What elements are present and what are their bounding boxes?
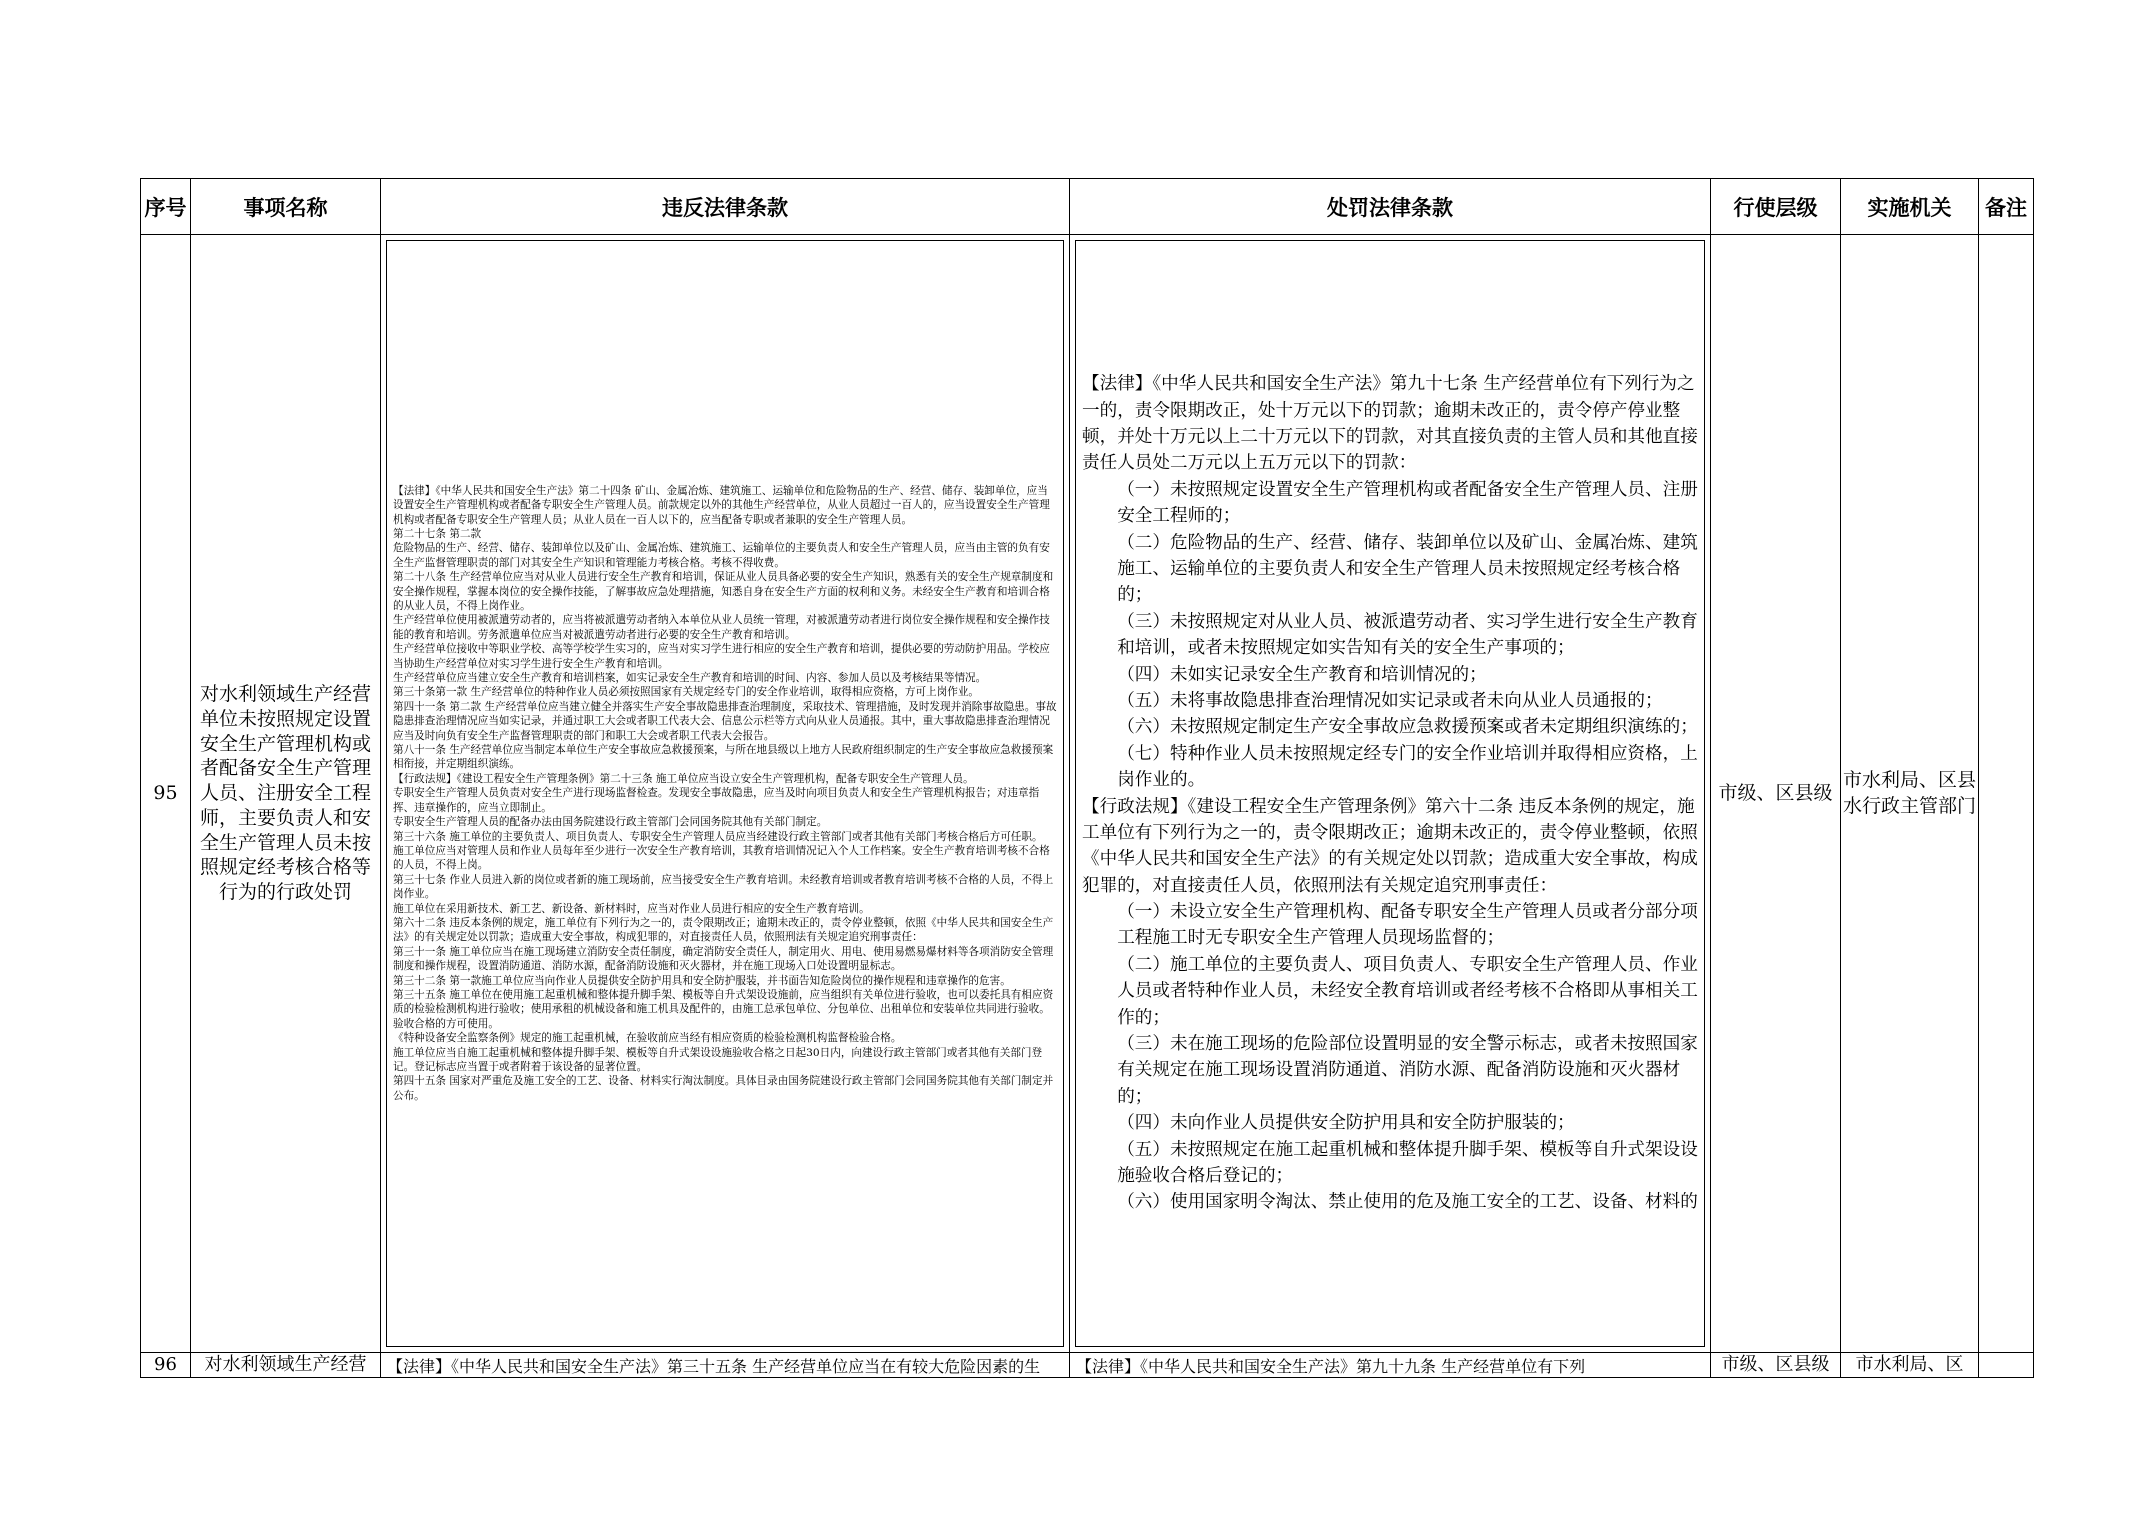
clause-paragraph: （六）未按照规定制定生产安全事故应急救援预案或者未定期组织演练的； [1117, 717, 1698, 738]
row-exercise-level: 市级、区县级 [1711, 235, 1841, 1353]
row-exercise-level: 市级、区县级 [1711, 1353, 1841, 1378]
clause-paragraph: 第三十二条 第一款施工单位应当向作业人员提供安全防护用具和安全防护服装，并书面告知危险岗位的操作规程和违章操作的危害。 [393, 974, 1011, 987]
clause-paragraph: 施工单位应当对管理人员和作业人员每年至少进行一次安全生产教育培训，其教育培训情况记入个人工作档案。安全生产教育培训考核不合格的人员，不得上岗。 [393, 844, 1050, 872]
clause-paragraph: （一）未按照规定设置安全生产管理机构或者配备安全生产管理人员、注册安全工程师的； [1117, 479, 1698, 527]
clause-paragraph: （二）施工单位的主要负责人、项目负责人、专职安全生产管理人员、作业人员或者特种作业人员，未经安全教育培训或者经考核不合格即从事相关工作的； [1117, 954, 1698, 1028]
clause-paragraph: （四）未如实记录安全生产教育和培训情况的； [1117, 664, 1487, 685]
header-exercise-level: 行使层级 [1711, 179, 1841, 235]
clause-paragraph: 《特种设备安全监察条例》规定的施工起重机械，在验收前应当经有相应资质的检验检测机构监督检验合格。 [393, 1032, 902, 1045]
row-penalty-cell [1070, 235, 1711, 1353]
clause-paragraph: （五）未将事故隐患排查治理情况如实记录或者未向从业人员通报的； [1117, 690, 1663, 711]
row-implementing-agency: 市水利局、区 [1841, 1353, 1979, 1378]
row-item-name: 对水利领域生产经营 [191, 1353, 381, 1378]
table-row [141, 235, 2034, 1353]
clause-paragraph: （一）未设立安全生产管理机构、配备专职安全生产管理人员或者分部分项工程施工时无专职安全生产管理人员现场监督的； [1117, 902, 1698, 949]
header-implementing-agency: 实施机关 [1841, 179, 1979, 235]
penalty-first-line: 【法律】《中华人民共和国安全生产法》第九十九条 生产经营单位有下列 [1076, 1356, 1586, 1376]
clause-paragraph: 第三十五条 施工单位在使用施工起重机械和整体提升脚手架、模板等自升式架设设施前，应当组织有关单位进行验收，也可以委托具有相应资质的检验检测机构进行验收；使用承租的机械设备和施工机具及配件的，由施工总承包单位、分包单位、出租单位和安装单位共同进行验收。验收合格的方可使用。 [393, 988, 1054, 1030]
clause-paragraph: 第三十一条 施工单位应当在施工现场建立消防安全责任制度，确定消防安全责任人，制定用火、用电、使用易燃易爆材料等各项消防安全管理制度和操作规程，设置消防通道、消防水源，配备消防设施和灭火器材，并在施工现场入口处设置明显标志。 [393, 945, 1054, 973]
clause-paragraph: 生产经营单位接收中等职业学校、高等学校学生实习的，应当对实习学生进行相应的安全生产教育和培训，提供必要的劳动防护用品。学校应当协助生产经营单位对实习学生进行安全生产教育和培训。 [393, 643, 1050, 670]
clause-paragraph: （三）未按照规定对从业人员、被派遣劳动者、实习学生进行安全生产教育和培训，或者未按照规定如实告知有关的安全生产事项的； [1117, 611, 1698, 659]
clause-paragraph: 第三十六条 施工单位的主要负责人、项目负责人、专职安全生产管理人员应当经建设行政主管部门或者其他有关部门考核合格后方可任职。 [393, 830, 1043, 843]
header-no: 序号 [141, 179, 191, 235]
clause-paragraph: （二）危险物品的生产、经营、储存、装卸单位以及矿山、金属冶炼、建筑施工、运输单位的主要负责人和安全生产管理人员未按照规定经考核合格的； [1117, 532, 1698, 606]
clause-paragraph: （四）未向作业人员提供安全防护用具和安全防护服装的； [1117, 1113, 1575, 1134]
violation-clauses [387, 484, 1063, 1103]
table-row [141, 1353, 2034, 1378]
clause-paragraph: （三）未在施工现场的危险部位设置明显的安全警示标志，或者未按照国家有关规定在施工现场设置消防通道、消防水源、配备消防设施和灭火器材的； [1117, 1034, 1698, 1107]
clause-paragraph: 施工单位应当自施工起重机械和整体提升脚手架、模板等自升式架设设施验收合格之日起30日内，向建设行政主管部门或者其他有关部门登记。登记标志应当置于或者附着于该设备的显著位置。 [393, 1046, 1043, 1074]
clause-paragraph: 第三十条第一款 生产经营单位的特种作业人员必须按照国家有关规定经专门的安全作业培训，取得相应资格，方可上岗作业。 [393, 686, 980, 699]
clause-paragraph: 第六十二条 违反本条例的规定，施工单位有下列行为之一的，责令限期改正；逾期未改正的，责令停业整顿，依照《中华人民共和国安全生产法》的有关规定处以罚款；造成重大安全事故，构成犯罪的，对直接责任人员，依照刑法有关规定追究刑事责任： [393, 916, 1054, 944]
clause-paragraph: 生产经营单位使用被派遣劳动者的，应当将被派遣劳动者纳入本单位从业人员统一管理，对被派遣劳动者进行岗位安全操作规程和安全操作技能的教育和培训。劳务派遣单位应当对被派遣劳动者进行必要的安全生产教育和培训。 [393, 614, 1050, 641]
clause-paragraph: （七）特种作业人员未按照规定经专门的安全作业培训并取得相应资格，上岗作业的。 [1117, 743, 1698, 791]
row-no: 95 [141, 235, 191, 1353]
clause-paragraph: 第三十七条 作业人员进入新的岗位或者新的施工现场前，应当接受安全生产教育培训。未经教育培训或者教育培训考核不合格的人员，不得上岗作业。 [393, 873, 1054, 901]
violation-text-box [386, 240, 1064, 1347]
penalty-items-table [140, 178, 2034, 1378]
clause-paragraph: 【法律】《中华人民共和国安全生产法》第二十四条 矿山、金属冶炼、建筑施工、运输单位和危险物品的生产、经营、储存、装卸单位，应当设置安全生产管理机构或者配备专职安全生产管理人员。前款规定以外的其他生产经营单位，从业人员超过一百人的，应当设置安全生产管理机构或者配备专职安全生产管理人员；从业人员在一百人以下的，应当配备专职或者兼职的安全生产管理人员。 [393, 484, 1050, 526]
table-header-row [141, 179, 2034, 235]
clause-paragraph: （六）使用国家明令淘汰、禁止使用的危及施工安全的工艺、设备、材料的 [1117, 1192, 1698, 1213]
penalty-text-box [1075, 240, 1705, 1347]
clause-paragraph: 第八十一条 生产经营单位应当制定本单位生产安全事故应急救援预案，与所在地县级以上地方人民政府组织制定的生产安全事故应急救援预案相衔接，并定期组织演练。 [393, 744, 1054, 771]
clause-paragraph: 生产经营单位应当建立安全生产教育和培训档案，如实记录安全生产教育和培训的时间、内容、参加人员以及考核结果等情况。 [393, 672, 987, 685]
violation-first-line: 【法律】《中华人民共和国安全生产法》第三十五条 生产经营单位应当在有较大危险因素的生 [387, 1356, 1041, 1376]
header-violation-clause: 违反法律条款 [381, 179, 1070, 235]
header-remark: 备注 [1979, 179, 2034, 235]
row-no: 96 [141, 1353, 191, 1378]
row-remark [1979, 235, 2034, 1353]
row-item-name: 对水利领域生产经营单位未按照规定设置安全生产管理机构或者配备安全生产管理人员、注册安全工程师，主要负责人和安全生产管理人员未按照规定经考核合格等行为的行政处罚 [191, 235, 381, 1353]
row-implementing-agency: 市水利局、区县水行政主管部门 [1841, 235, 1979, 1353]
clause-paragraph: 【法律】《中华人民共和国安全生产法》第九十七条 生产经营单位有下列行为之一的，责令限期改正，处十万元以下的罚款；逾期未改正的，责令停产停业整顿，并处十万元以上二十万元以下的罚款，对其直接负责的主管人员和其他直接责任人员处二万元以上五万元以下的罚款： [1082, 374, 1698, 474]
header-penalty-clause: 处罚法律条款 [1070, 179, 1711, 235]
clause-paragraph: 第二十七条 第二款 [393, 527, 482, 540]
clause-paragraph: 第四十五条 国家对严重危及施工安全的工艺、设备、材料实行淘汰制度。具体目录由国务院建设行政主管部门会同国务院其他有关部门制定并公布。 [393, 1075, 1054, 1102]
header-item-name: 事项名称 [191, 179, 381, 235]
row-remark [1979, 1353, 2034, 1378]
clause-paragraph: 第四十一条 第二款 生产经营单位应当建立健全并落实生产安全事故隐患排查治理制度，采取技术、管理措施，及时发现并消除事故隐患。事故隐患排查治理情况应当如实记录，并通过职工大会或者职工代表大会、信息公示栏等方式向从业人员通报。其中，重大事故隐患排查治理情况应当及时向负有安全生产监督管理职责的部门和职工大会或者职工代表大会报告。 [393, 700, 1057, 742]
clause-paragraph: 危险物品的生产、经营、储存、装卸单位以及矿山、金属冶炼、建筑施工、运输单位的主要负责人和安全生产管理人员，应当由主管的负有安全生产监督管理职责的部门对其安全生产知识和管理能力考核合格。考核不得收费。 [393, 542, 1050, 569]
row-penalty-cell [1070, 1353, 1711, 1378]
row-violation-cell [381, 1353, 1070, 1378]
clause-paragraph: 专职安全生产管理人员负责对安全生产进行现场监督检查。发现安全事故隐患，应当及时向项目负责人和安全生产管理机构报告；对违章指挥、违章操作的，应当立即制止。 [393, 787, 1040, 814]
clause-paragraph: 第二十八条 生产经营单位应当对从业人员进行安全生产教育和培训，保证从业人员具备必要的安全生产知识，熟悉有关的安全生产规章制度和安全操作规程，掌握本岗位的安全操作技能，了解事故应急处理措施，知悉自身在安全生产方面的权利和义务。未经安全生产教育和培训合格的从业人员，不得上岗作业。 [393, 571, 1054, 613]
clause-paragraph: 【行政法规】《建设工程安全生产管理条例》第二十三条 施工单位应当设立安全生产管理机构，配备专职安全生产管理人员。 [393, 772, 974, 785]
clause-paragraph: （五）未按照规定在施工起重机械和整体提升脚手架、模板等自升式架设设施验收合格后登记的； [1117, 1139, 1698, 1186]
clause-paragraph: 施工单位在采用新技术、新工艺、新设备、新材料时，应当对作业人员进行相应的安全生产教育培训。 [393, 902, 870, 915]
penalty-clauses [1076, 371, 1704, 1216]
clause-paragraph: 【行政法规】《建设工程安全生产管理条例》第六十二条 违反本条例的规定，施工单位有下列行为之一的，责令限期改正；逾期未改正的，责令停业整顿，依照《中华人民共和国安全生产法》的有关规定处以罚款；造成重大安全事故，构成犯罪的，对直接责任人员，依照刑法有关规定追究刑事责任： [1082, 796, 1698, 896]
clause-paragraph: 专职安全生产管理人员的配备办法由国务院建设行政主管部门会同国务院其他有关部门制定。 [393, 816, 828, 829]
row-violation-cell [381, 235, 1070, 1353]
